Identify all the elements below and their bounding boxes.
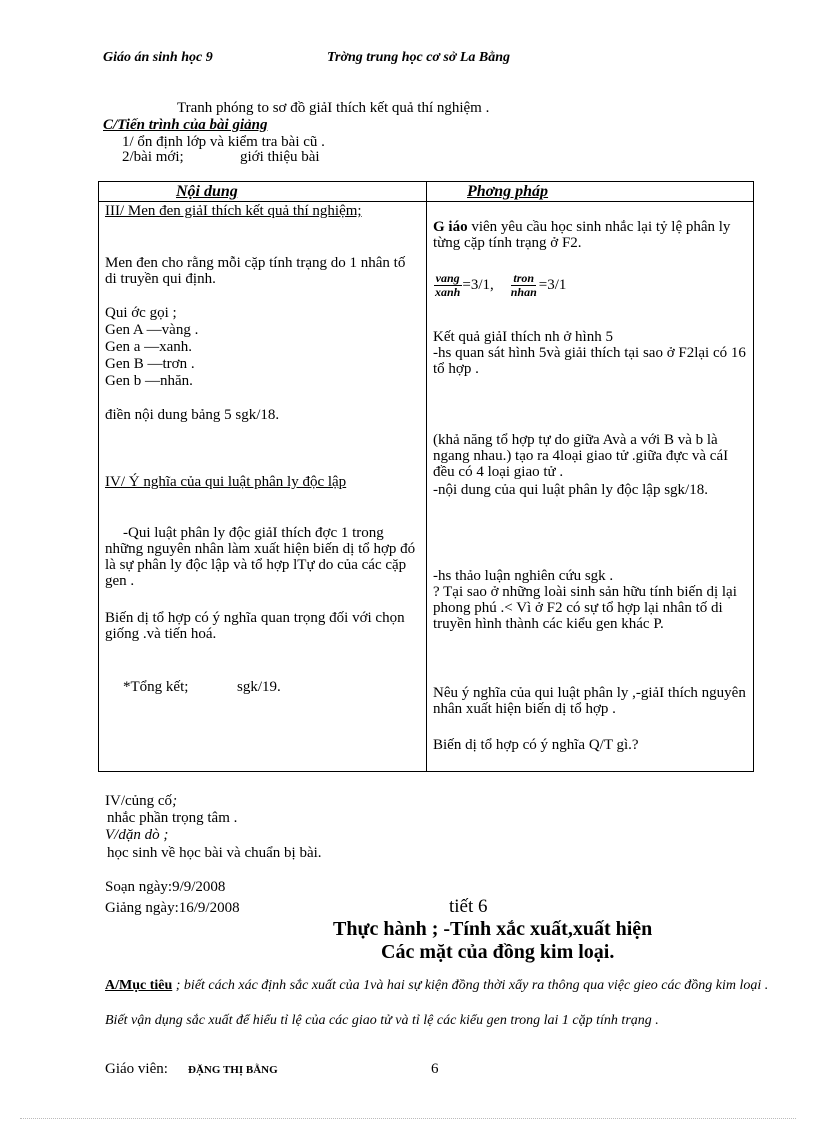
fraction-numerator: vang [435,271,460,285]
step-2b: giới thiệu bài [240,149,320,165]
result-explanation: Kết quả giảI thích nh ở hình 5 [433,329,613,345]
teacher-name: ĐẶNG THỊ BẰNG [188,1064,278,1076]
page-number: 6 [431,1061,439,1077]
lesson-table [98,181,754,772]
fraction-denominator: xanh [435,285,461,299]
fill-table-note: điền nội dung bảng 5 sgk/18. [105,407,280,423]
gene-a-upper: Gen A —vàng . [105,322,199,338]
step-1: 1/ ổn định lớp và kiểm tra bài cũ . [122,134,325,150]
objective-2: Biết vận dụng sắc xuất để hiểu tỉ lệ của các giao tử và tỉ lệ các kiểu gen trong lai 1 cặp tính trạng . [105,1013,659,1028]
column-divider [426,182,427,771]
review-text: nhắc phần trọng tâm . [107,810,238,826]
gene-a-lower: Gen a —xanh. [105,339,193,355]
period-number: tiết 6 [449,896,488,917]
section-4-title: IV/ Ý nghĩa của qui luật phân ly độc lập [105,474,347,490]
paragraph-variation: Biến dị tổ hợp có ý nghĩa quan trọng đối với chọn giống .và tiến hoá. [105,610,405,642]
step-2a: 2/bài mới; [122,149,184,165]
column-header-method: Phơng pháp [467,183,549,200]
prep-date: Soạn ngày:9/9/2008 [105,879,226,895]
ratio-formulas [433,272,743,299]
teacher-request [433,219,733,251]
teach-date: Giảng ngày:16/9/2008 [105,900,240,916]
fraction-denominator: nhan [510,285,537,299]
question-variation: ? Tại sao ở những loài sinh sản hữu tính biến dị lại phong phú .< Vì ở F2 có sự tổ hợp lại nhân tố di truyền hình thành các kiểu gen khác P. [433,584,737,632]
convention-title: Qui ớc gọi ; [105,305,177,321]
observe-figure: -hs quan sát hình 5và giải thích tại sao ở F2lại có 16 tổ hợp . [433,345,746,377]
law-content-ref: -nội dung của qui luật phân ly độc lập sgk/18. [433,482,708,498]
homework-heading: V/dặn dò ; [105,827,169,843]
paragraph-law: -Qui luật phân ly độc giảI thích đợc 1 trong những nguyên nhân làm xuất hiện biến dị tổ hợp đó là sự phân ly độc lập và tổ hợp lTự do của các cặp gen . [105,525,416,589]
ratio-value-1: =3/1, [462,276,494,293]
objective-1 [105,978,777,994]
section-c-title: C/Tiến trình của bài giảng [103,117,268,133]
teacher-request-text: viên yêu cầu học sinh nhắc lại tỷ lệ phân ly từng cặp tính trạng ở F2. [433,219,731,251]
header-divider [99,201,753,202]
summary-label: *Tổng kết; [123,679,189,695]
intro-line: Tranh phóng to sơ đồ giảI thích kết quả thí nghiệm . [177,100,490,116]
review-label: IV/củng cố [105,793,173,809]
homework-text: học sinh về học bài và chuẩn bị bài. [107,845,322,861]
header-left: Giáo án sinh học 9 [103,50,213,65]
section-3-title: III/ Men đen giảI thích kết quả thí nghiệm; [105,203,362,219]
review-heading [105,793,177,810]
teacher-label: Giáo viên: [105,1061,168,1077]
summary-ref: sgk/19. [237,679,281,695]
column-header-content: Nội dung [176,183,238,200]
paragraph-mendel: Men đen cho rằng mỗi cặp tính trạng do 1 nhân tố di truyền qui định. [105,255,406,287]
combination-note: (khả năng tổ hợp tự do giữa Avà a với B và b là ngang nhau.) tạo ra 4loại giao tử .giữa đực và cáI đều có 4 loại giao tử . [433,432,729,480]
fraction-smooth-wrinkled [509,272,539,299]
page-footer-rule [20,1118,796,1119]
question-meaning: Biến dị tổ hợp có ý nghĩa Q/T gì.? [433,737,639,753]
law-meaning: Nêu ý nghĩa của qui luật phân ly ,-giảI thích nguyên nhân xuất hiện biến dị tổ hợp . [433,685,746,717]
discussion-note: -hs thảo luận nghiên cứu sgk . [433,568,614,584]
review-semicolon: ; [172,793,178,809]
objective-text-1: ; biết cách xác định sắc xuất của 1và hai sự kiện đồng thời xẩy ra thông qua việc gieo các đồng kim loại . [172,978,769,993]
fraction-yellow-green [433,272,462,299]
fraction-numerator: tron [513,271,535,285]
lesson-title-line-1: Thực hành ; -Tính xắc xuất,xuất hiện [333,918,653,940]
gene-b-upper: Gen B —trơn . [105,356,195,372]
gene-b-lower: Gen b —nhăn. [105,373,193,389]
lesson-title-line-2: Các mặt của đồng kim loại. [381,941,615,963]
header-right: Trờng trung học cơ sở La Bằng [327,50,511,65]
teacher-request-bold: G iáo [433,219,468,235]
ratio-value-2: =3/1 [538,276,567,293]
objective-label: A/Mục tiêu [105,978,173,993]
